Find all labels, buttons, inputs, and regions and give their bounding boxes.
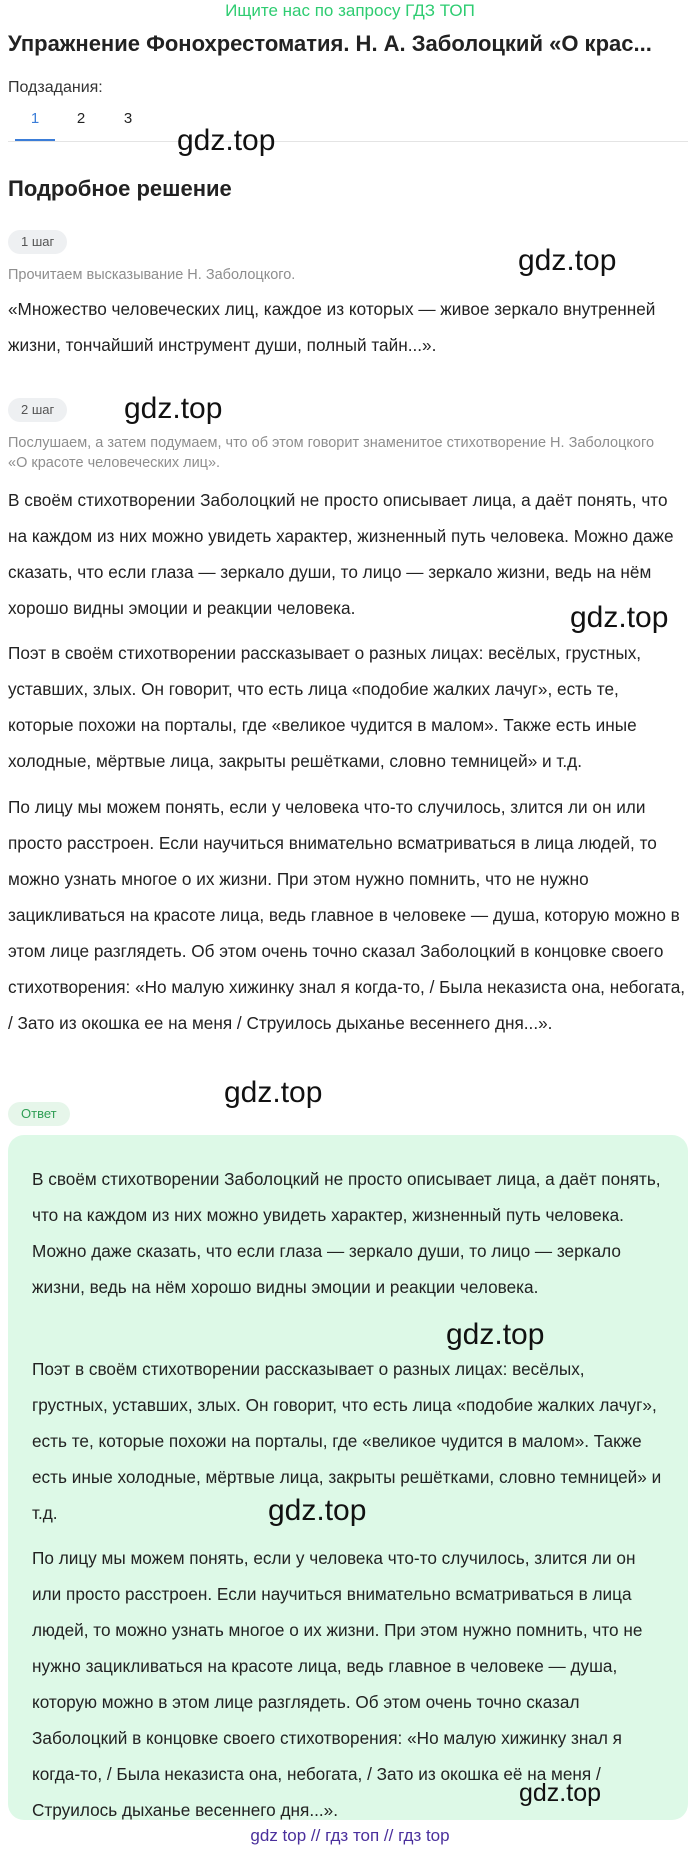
tab-2[interactable]: 2: [76, 110, 86, 127]
step-1-intro: Прочитаем высказывание Н. Заболоцкого.: [8, 267, 296, 283]
watermark: gdz.top: [519, 1779, 602, 1807]
step-2-paragraph-2: Поэт в своём стихотворении рассказывает о разных лицах: весёлых, грустных, уставших, злых. Он говорит, что есть лица «подобие жалких лачуг», есть те, которые похожи на порталы, где «великое чудится в малом». Также есть иные холодные, мёртвые лица, закрыты решётками, словно темницей» и т.д.: [8, 643, 642, 771]
watermark: gdz.top: [518, 244, 617, 277]
answer-badge: Ответ: [8, 1102, 70, 1126]
step-2-paragraph-3: По лицу мы можем понять, если у человека что-то случилось, злится ли он или просто расстроен. Если научиться внимательно всматриваться в лица людей, то можно узнать многое о их жизни. При этом нужно помнить, что не нужно зацикливаться на красоте лица, ведь главное в человеке — душа, которую можно в этом лице разглядеть. Об этом очень точно сказал Заболоцкий в концовке своего стихотворения: «Но малую хижинку знал я когда-то, / Была неказиста она, небогата, / Зато из окошка ее на меня / Струилось дыханье весеннего дня...».: [8, 797, 686, 1033]
tab-1[interactable]: 1: [15, 110, 55, 141]
watermark: gdz.top: [224, 1076, 323, 1109]
step-1-badge: 1 шаг: [8, 230, 67, 254]
subtask-tabs: [8, 108, 688, 142]
solution-title: Подробное решение: [8, 176, 232, 201]
watermark: gdz.top: [268, 1494, 367, 1527]
subtasks-label: Подзадания:: [8, 79, 103, 96]
step-2-badge: 2 шаг: [8, 398, 67, 422]
step-1-quote: «Множество человеческих лиц, каждое из которых — живое зеркало внутренней жизни, тончайший инструмент души, полный тайн...».: [8, 299, 656, 355]
answer-paragraph-2: Поэт в своём стихотворении рассказывает о разных лицах: весёлых, грустных, уставших, злых. Он говорит, что есть лица «подобие жалких лачуг», есть те, которые похожи на порталы, где «великое чудится в малом». Также есть иные холодные, мёртвые лица, закрыты решётками, словно темницей» и т.д.: [32, 1359, 662, 1523]
watermark: gdz.top: [124, 392, 223, 425]
tab-3[interactable]: 3: [123, 110, 133, 127]
step-2-paragraph-1: В своём стихотворении Заболоцкий не просто описывает лица, а даёт понять, что на каждом из них можно увидеть характер, жизненный путь человека. Можно даже сказать, что если глаза — зеркало души, то лицо — зеркало жизни, ведь на нём хорошо видны эмоции и реакции человека.: [8, 490, 674, 618]
watermark: gdz.top: [446, 1318, 545, 1351]
answer-paragraph-1: В своём стихотворении Заболоцкий не просто описывает лица, а даёт понять, что на каждом из них можно увидеть характер, жизненный путь человека. Можно даже сказать, что если глаза — зеркало души, то лицо — зеркало жизни, ведь на нём хорошо видны эмоции и реакции человека.: [32, 1169, 661, 1297]
watermark: gdz.top: [177, 124, 276, 157]
page-title: Упражнение Фонохрестоматия. Н. А. Заболоцкий «О крас...: [8, 31, 652, 56]
answer-paragraph-3: По лицу мы можем понять, если у человека что-то случилось, злится ли он или просто расстроен. Если научиться внимательно всматриваться в лица людей, то можно узнать многое о их жизни. При этом нужно помнить, что не нужно зацикливаться на красоте лица, ведь главное в человеке — душа, которую можно в этом лице разглядеть. Об этом очень точно сказал Заболоцкий в концовке своего стихотворения: «Но малую хижинку знал я когда-то, / Была неказиста она, небогата, / Зато из окошка её на меня / Струилось дыханье весеннего дня...».: [32, 1548, 643, 1820]
footer-links[interactable]: gdz top // гдз топ // гдз top: [250, 1826, 450, 1845]
watermark: gdz.top: [570, 601, 669, 634]
search-banner[interactable]: Ищите нас по запросу ГДЗ ТОП: [225, 1, 475, 20]
step-2-intro: Послушаем, а затем подумаем, что об этом говорит знаменитое стихотворение Н. Заболоцкого «О красоте человеческих лиц».: [8, 435, 655, 471]
